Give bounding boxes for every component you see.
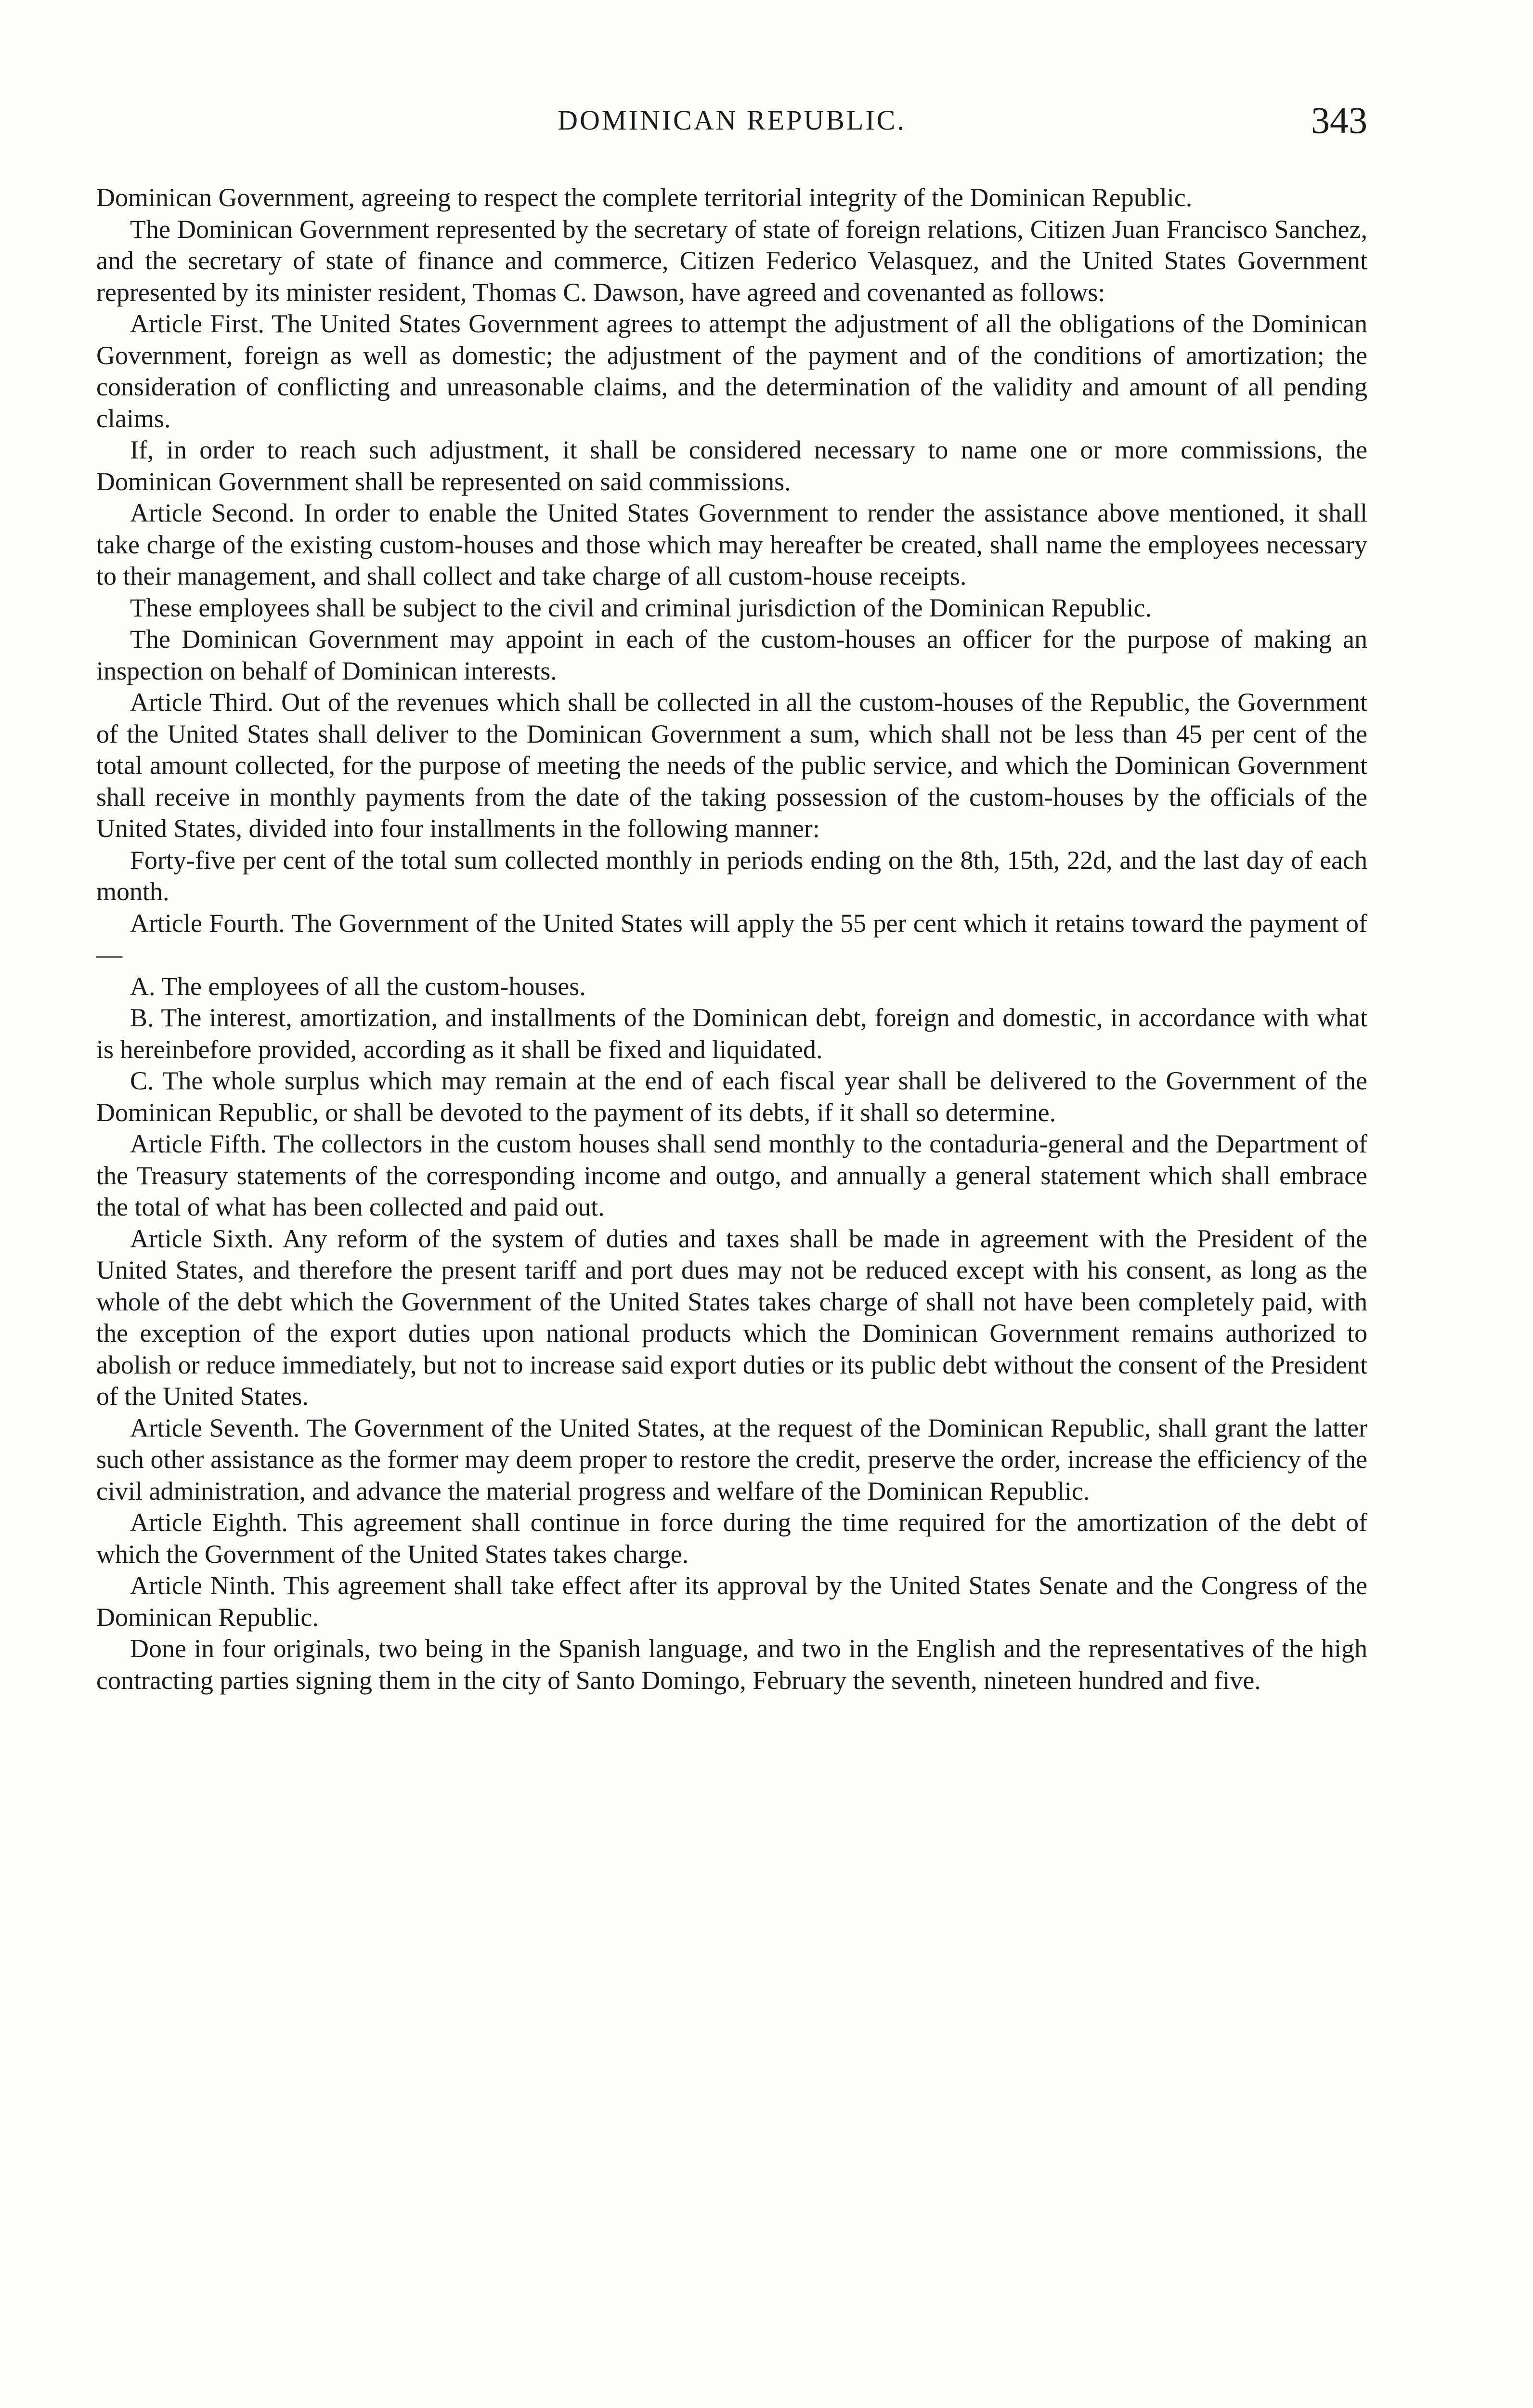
paragraph-inspection-officer: The Dominican Government may appoint in each of the custom-houses an officer for the purpose of making an inspection on behalf of Dominican interests.	[96, 625, 1367, 685]
paragraph-parties: The Dominican Government represented by the secretary of state of foreign relations, Citizen Juan Francisco Sanchez, and the secretary of state of finance and commerce, Citizen Federico Velasquez, and the United States Government represented by its minister resident, Thomas C. Dawson, have agreed and covenanted as follows:	[96, 214, 1367, 307]
paragraph-article-seventh: Article Seventh. The Government of the United States, at the request of the Dominican Republic, shall grant the latter such other assistance as the former may deem proper to restore the credit, preserve the order, increase the efficiency of the civil administration, and advance the material progress and welfare of the Dominican Republic.	[96, 1413, 1367, 1505]
paragraph-done-clause: Done in four originals, two being in the Spanish language, and two in the English and the representatives of the high contracting parties signing them in the city of Santo Domingo, February the seventh, nineteen hundred and five.	[96, 1634, 1367, 1695]
paragraph-article-third: Article Third. Out of the revenues which shall be collected in all the custom-houses of the Republic, the Government of the United States shall deliver to the Dominican Government a sum, which shall not be less than 45 per cent of the total amount collected, for the purpose of meeting the needs of the public service, and which the Dominican Government shall receive in monthly payments from the date of the taking possession of the custom-houses by the officials of the United States, divided into four installments in the following manner:	[96, 688, 1367, 843]
paragraph-article-fifth: Article Fifth. The collectors in the custom houses shall send monthly to the contaduria-general and the Department of the Treasury statements of the corresponding income and outgo, and annually a general statement which shall embrace the total of what has been collected and paid out.	[96, 1129, 1367, 1221]
paragraph-continued-intro: Dominican Government, agreeing to respect the complete territorial integrity of the Dominican Republic.	[96, 183, 1193, 212]
page-number: 343	[1311, 99, 1367, 141]
paragraph-article-fourth: Article Fourth. The Government of the United States will apply the 55 per cent which it retains toward the payment of—	[96, 908, 1367, 969]
paragraph-item-c: C. The whole surplus which may remain at the end of each fiscal year shall be delivered to the Government of the Dominican Republic, or shall be devoted to the payment of its debts, if it shall so determine.	[96, 1066, 1367, 1127]
paragraph-article-second: Article Second. In order to enable the United States Government to render the assistance above mentioned, it shall take charge of the existing custom-houses and those which may hereafter be created, shall name the employees necessary to their management, and shall collect and take charge of all custom-house receipts.	[96, 498, 1367, 590]
paragraph-article-first: Article First. The United States Government agrees to attempt the adjustment of all the obligations of the Dominican Government, foreign as well as domestic; the adjustment of the payment and of the conditions of amortization; the consideration of conflicting and unreasonable claims, and the determination of the validity and amount of all pending claims.	[96, 309, 1367, 433]
paragraph-item-a: A. The employees of all the custom-houses.	[130, 971, 586, 1001]
paragraph-employees-jurisdiction: These employees shall be subject to the civil and criminal jurisdiction of the Dominican Republic.	[130, 593, 1152, 622]
running-title: DOMINICAN REPUBLIC.	[558, 105, 906, 136]
paragraph-article-sixth: Article Sixth. Any reform of the system of duties and taxes shall be made in agreement with the President of the United States, and therefore the present tariff and port dues may not be reduced except with his consent, as long as the whole of the debt which the Government of the United States takes charge of shall not have been completely paid, with the exception of the export duties upon national products which the Dominican Government remains authorized to abolish or reduce immediately, but not to increase said export duties or its public debt without the consent of the President of the United States.	[96, 1224, 1367, 1411]
paragraph-article-ninth: Article Ninth. This agreement shall take effect after its approval by the United States Senate and the Congress of the Dominican Republic.	[96, 1571, 1367, 1632]
page-header	[96, 101, 1367, 140]
paragraph-installments: Forty-five per cent of the total sum collected monthly in periods ending on the 8th, 15th, 22d, and the last day of each month.	[96, 845, 1367, 906]
paragraph-item-b: B. The interest, amortization, and installments of the Dominican debt, foreign and domestic, in accordance with what is hereinbefore provided, according as it shall be fixed and liquidated.	[96, 1003, 1367, 1064]
body-text	[96, 182, 1367, 1696]
paragraph-commissions: If, in order to reach such adjustment, it shall be considered necessary to name one or more commissions, the Dominican Government shall be represented on said commissions.	[96, 435, 1367, 496]
paragraph-article-eighth: Article Eighth. This agreement shall continue in force during the time required for the amortization of the debt of which the Government of the United States takes charge.	[96, 1508, 1367, 1569]
